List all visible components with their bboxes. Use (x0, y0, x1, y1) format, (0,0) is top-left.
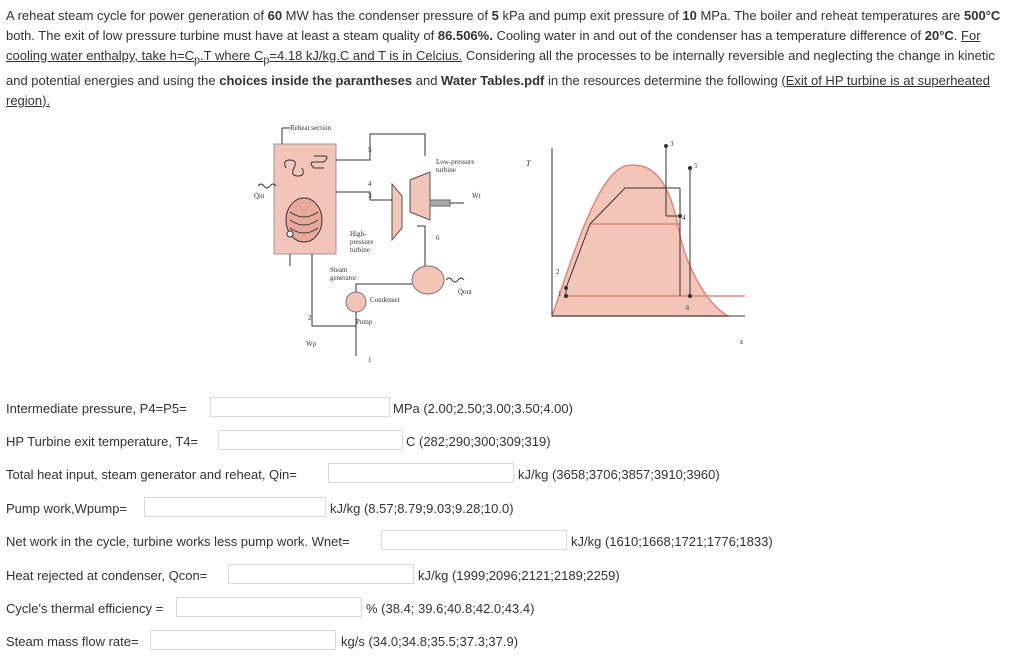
w-t-label: Ẇt (472, 192, 481, 200)
question-label: HP Turbine exit temperature, T4= (6, 434, 199, 449)
condenser (412, 266, 444, 294)
pump-label: Pump (356, 318, 373, 326)
question-choices: kJ/kg (8.57;8.79;9.03;9.28;10.0) (330, 501, 514, 516)
question-label: Intermediate pressure, P4=P5= (6, 401, 187, 416)
ts-state-5: 5 (694, 162, 698, 170)
question-choices: kJ/kg (3658;3706;3857;3910;3960) (518, 467, 720, 482)
hp-turbine (392, 184, 402, 240)
steam-generator-label-2: generator (330, 274, 357, 282)
answer-input[interactable] (144, 497, 326, 517)
answer-input[interactable] (210, 397, 390, 417)
ts-diagram (552, 144, 745, 316)
hp-turbine-label-1: High- (350, 230, 367, 238)
hp-turbine-label-3: turbine (350, 246, 370, 254)
answer-input[interactable] (176, 597, 362, 617)
condenser-label: Condenser (370, 296, 400, 304)
node-1: 1 (368, 356, 372, 364)
w-p-label: Ẇp (306, 340, 317, 348)
answer-input[interactable] (150, 630, 336, 650)
question-choices: C (282;290;300;309;319) (406, 434, 551, 449)
cooling-water-note: For cooling water enthalpy, take $h=C_p.T$ where $C_p=4.18$ kJ/kg.C and T is in Celcius. (6, 28, 981, 67)
ts-state-1: 1 (558, 290, 562, 298)
lp-turbine-label-2: turbine (436, 166, 456, 174)
problem-statement: A reheat steam cycle for power generation of 60 MW has the condenser pressure of 5 kPa and pump exit pressure of 10 MPa. The boiler and reheat temperatures are 500°C both. The exit of low pressure turbine must have at least a steam quality of 86.506%. Cooling water in and out of the condenser has a temperature difference of 20°C. For cooling water enthalpy, take $h=C_p.T$ where $C_p=4.18$ kJ/kg.C and T is in Celcius. Considering all the processes to be internally reversible and neglecting the change in kinetic and potential energies and using the choices inside the parantheses and Water Tables.pdf in the resources determine the following (Exit of HP turbine is at superheated region). (6, 8, 1001, 108)
question-label: Cycle's thermal efficiency = (6, 601, 164, 616)
lp-turbine (410, 172, 430, 220)
answer-input[interactable] (218, 430, 403, 450)
question-label: Net work in the cycle, turbine works less pump work. Wnet= (6, 534, 350, 549)
question-choices: MPa (2.00;2.50;3.00;3.50;4.00) (393, 401, 573, 416)
ts-axis-s: s (740, 337, 744, 346)
node-3: 3 (368, 192, 372, 200)
question-choices: % (38.4; 39.6;40.8;42.0;43.4) (366, 601, 535, 616)
question-choices: kg/s (34.0;34.8;35.5;37.3;37.9) (341, 634, 519, 649)
node-5: 5 (368, 146, 372, 154)
node-4: 4 (368, 180, 372, 188)
ts-state-3: 3 (670, 140, 674, 148)
question-choices: kJ/kg (1999;2096;2121;2189;2259) (418, 568, 620, 583)
answer-input[interactable] (328, 463, 514, 483)
hp-turbine-label-2: pressure (350, 238, 374, 246)
node-6: 6 (436, 234, 440, 242)
question-label: Steam mass flow rate= (6, 634, 139, 649)
q-out-label: Q̇out (458, 288, 472, 296)
ts-state-2: 2 (556, 268, 560, 276)
question-choices: kJ/kg (1610;1668;1721;1776;1833) (571, 534, 773, 549)
reheat-section-label: Reheat section (290, 124, 332, 132)
question-label: Pump work,Wpump= (6, 501, 128, 516)
steam-generator-label-1: Steam (330, 266, 348, 274)
question-label: Total heat input, steam generator and reheat, Qin= (6, 467, 297, 482)
q-in-label: Q̇in (254, 192, 265, 200)
cycle-diagram (250, 116, 780, 374)
ts-state-6: 6 (686, 304, 690, 312)
answer-input[interactable] (381, 530, 567, 550)
answer-input[interactable] (228, 564, 414, 584)
ts-state-4: 4 (682, 214, 686, 222)
hp-exit-note: (Exit of HP turbine is at superheated region). (6, 72, 990, 108)
pump (346, 292, 366, 312)
node-2: 2 (308, 314, 312, 322)
lp-turbine-label-1: Low-pressure (436, 158, 475, 166)
ts-axis-t: T (526, 159, 531, 168)
question-label: Heat rejected at condenser, Qcon= (6, 568, 208, 583)
